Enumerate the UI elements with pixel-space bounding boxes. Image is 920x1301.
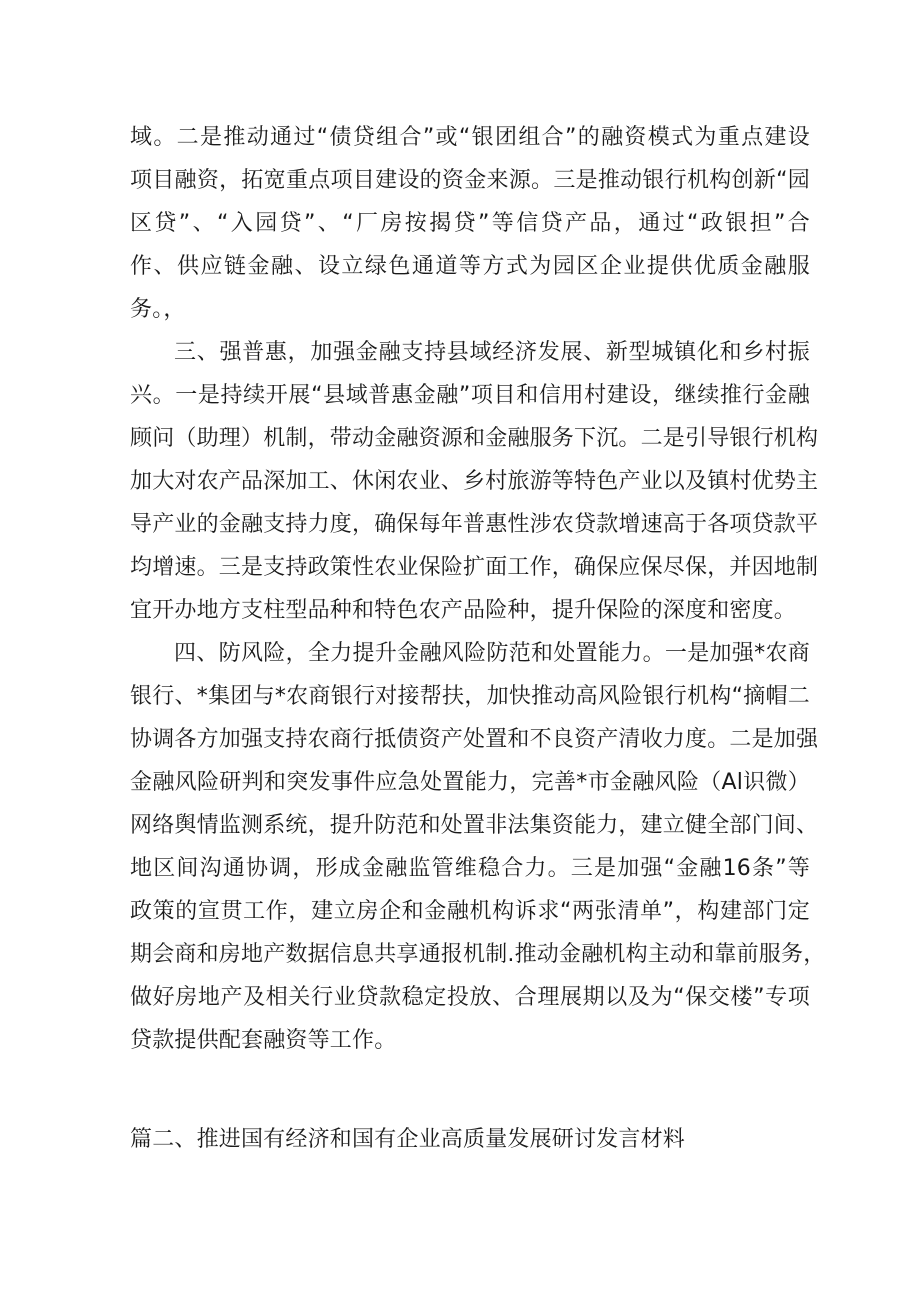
text-line: 均增速。三是支持政策性农业保险扩面工作，确保应保尽保，并因地制	[130, 555, 819, 580]
text-line: 贷款提供配套融资等工作。	[130, 1028, 397, 1053]
text-line: 三、强普惠，加强金融支持县域经济发展、新型城镇化和乡村振	[174, 340, 810, 365]
text-line: 做好房地产及相关行业贷款稳定投放、合理展期以及为“保交楼”专项	[130, 985, 810, 1010]
text-line: 宜开办地方支柱型品种和特色农产品险种，提升保险的深度和密度。	[130, 598, 797, 623]
text-line: 作、供应链金融、设立绿色通道等方式为园区企业提供优质金融服	[130, 254, 810, 279]
text-line: 加大对农产品深加工、休闲农业、乡村旅游等特色产业以及镇村优势主	[130, 469, 819, 494]
document-body	[130, 116, 826, 1062]
paragraph-inclusive-finance	[130, 331, 819, 632]
text-line: 兴。一是持续开展“县域普惠金融”项目和信用村建设，继续推行金融	[130, 383, 810, 408]
text-line: 导产业的金融支持力度，确保每年普惠性涉农贷款增速高于各项贷款平	[130, 512, 819, 537]
paragraph-park-finance	[130, 116, 810, 331]
paragraph-risk-prevention	[130, 632, 826, 1062]
text-line: 网络舆情监测系统，提升防范和处置非法集资能力，建立健全部门间、	[130, 813, 819, 838]
text-line: 区贷”、“入园贷”、“厂房按揭贷”等信贷产品，通过“政银担”合	[130, 211, 810, 236]
text-line: 金融风险研判和突发事件应急处置能力，完善*市金融风险（Al识微）	[130, 770, 810, 795]
text-line: 协调各方加强支持农商行抵债资产处置和不良资产清收力度。二是加强	[130, 727, 819, 752]
section-heading: 篇二、推进国有经济和国有企业高质量发展研讨发言材料	[130, 1127, 686, 1152]
text-line: 期会商和房地产数据信息共享通报机制.推动金融机构主动和靠前服务，	[130, 942, 826, 967]
text-line: 域。二是推动通过“债贷组合”或“银团组合”的融资模式为重点建设	[130, 125, 810, 150]
text-line: 务。，	[130, 297, 186, 322]
text-line: 顾问（助理）机制，带动金融资源和金融服务下沉。二是引导银行机构	[130, 426, 819, 451]
text-line: 四、防风险，全力提升金融风险防范和处置能力。一是加强*农商	[174, 641, 810, 666]
text-line: 地区间沟通协调，形成金融监管维稳合力。三是加强“金融16条”等	[130, 856, 810, 881]
text-line: 银行、*集团与*农商银行对接帮扶，加快推动高风险银行机构“摘帽二	[130, 684, 810, 709]
text-line: 项目融资，拓宽重点项目建设的资金来源。三是推动银行机构创新“园	[130, 168, 810, 193]
text-line: 政策的宣贯工作，建立房企和金融机构诉求“两张清单”，构建部门定	[130, 899, 810, 924]
